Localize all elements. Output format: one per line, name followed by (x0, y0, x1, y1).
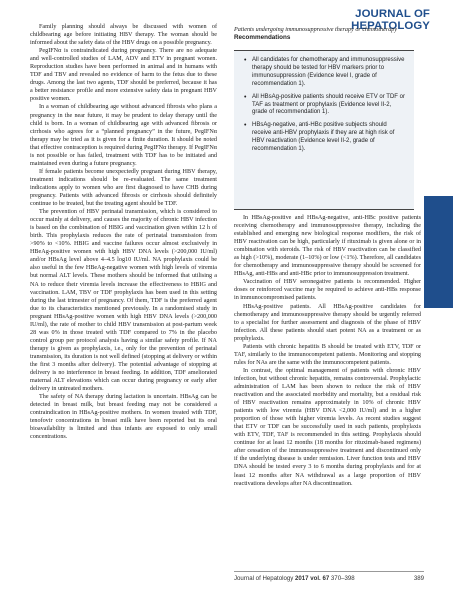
left-column (30, 23, 217, 441)
footer-journal: Journal of Hepatology (234, 575, 294, 582)
side-tab-line2 (424, 279, 453, 308)
footer-year-vol: 2017 vol. 67 (295, 575, 330, 582)
paragraph: PegIFNα is contraindicated during pregnancy. There are no adequate and well-controlled studies of LAM, ADV and ETV in pregnant women. Reproduction studies have been performed in animal and in humans with TDF and TBV and revealed no evidence of harm to the fetus due to these drugs. Among the last two agents, TDF should be preferred, because it has a better resistance profile and more extensive safety data in pregnant HBV positive women. (30, 48, 217, 103)
paragraph: If female patients become unexpectedly pregnant during HBV therapy, treatment indications should be re-evaluated. The same treatment indications apply to women who are first diagnosed to have CHB during pregnancy. Patients with advanced fibrosis or cirrhosis should definitely continue to be treated, but the treating agent should be TDF. (30, 168, 217, 208)
recommendation-item: • All HBsAg-positive patients should receive ETV or TDF or TAF as treatment or prophylaxis (Evidence level II-2, grade of recommendation 1). (252, 94, 406, 118)
paragraph: In HBsAg-positive and HBsAg-negative, anti-HBc positive patients receiving chemotherapy and immunosuppressive therapy, including the established and emerging new biological response modifiers, the risk of HBV reactivation can be high, particularly if rituximab is given alone or in combination with steroids. The risk of HBV reactivation can be classified as high (>10%), moderate (1–10%) or low (<1%). Therefore, all candidates for chemotherapy and immunosuppressive therapy should be screened for HBsAg, anti-HBs and anti-HBc prior to immunosuppression treatment. (234, 215, 421, 278)
paragraph: HBsAg-positive patients. All HBsAg-positive candidates for chemotherapy and immunosuppressive therapy should be urgently referred to a specialist for further assessment and diagnosis of the phase of HBV infection. All these patients should start potent NA as a treatment or as prophylaxis. (234, 303, 421, 342)
paragraph: Vaccination of HBV seronegative patients is recommended. Higher doses or reinforced vaccine may be required to achieve anti-HBs response in immunocompromised patients. (234, 279, 421, 302)
recommendation-item: • HBsAg-negative, anti-HBc positive subjects should receive anti-HBV prophylaxis if they are at high risk of HBV reactivation (Evidence level II-2, grade of recommendation 1). (252, 122, 406, 154)
page-footer (234, 575, 424, 582)
recommendations-box (234, 50, 414, 210)
clinical-practice-guidelines-tab (424, 196, 453, 308)
paragraph: Patients with chronic hepatitis B should be treated with ETV, TDF or TAF, similarly to the immunocompetent patients. Monitoring and stopping rules for NAs are the same with the immunocompetent patients. (234, 343, 421, 366)
reco-caption: Patients undergoing immunosuppressive therapy or chemotherapy (234, 27, 398, 33)
paragraph: The safety of NA therapy during lactation is uncertain. HBsAg can be detected in breast milk, but breast feeding may not be considered a contraindication in HBsAg-positive mothers. In women treated with TDF, tenofovir concentrations in breast milk have been reported but its oral bioavailability is limited and thus infants are exposed to only small concentrations. (30, 394, 217, 441)
footer-divider (234, 571, 424, 572)
paragraph: In a woman of childbearing age without advanced fibrosis who plans a pregnancy in the near future, it may be prudent to delay therapy until the child is born. In a woman of childbearing age with advanced fibrosis or cirrhosis who agrees for a “planned pregnancy” in the future, PegIFNα therapy may be tried as it is given for a finite duration. It should be noted that effective contraception is required during PegIFNα therapy. If PegIFNα is not possible or has failed, treatment with TDF has to be initiated and maintained even during a future pregnancy. (30, 104, 217, 167)
reco-title: Recommendations (234, 34, 291, 41)
page-number: 389 (413, 575, 424, 582)
recommendations-list (234, 51, 414, 163)
recommendation-item: • All candidates for chemotherapy and immunosuppressive therapy should be tested for HBV markers prior to immunosuppression (Evidence level I, grade of recommendation 1). (252, 57, 406, 89)
paragraph: The prevention of HBV perinatal transmission, which is considered to occur mainly at delivery, and causes the majority of chronic HBV infection is based on the combination of HBIG and vaccination given within 12 h of birth. This prophylaxis reduces the rate of perinatal transmission from >90% to <10%. HBIG and vaccine failures occur almost exclusively in HBeAg-positive women with high HBV DNA levels (>200,000 IU/ml) and/or HBsAg level above 4–4.5 log10 IU/ml. NA prophylaxis could be also useful in the few HBeAg-negative women with high levels of viremia but normal ALT levels. These mothers should be informed that utilising a NA to reduce their viremia levels increase the effectiveness to HBIG and vaccination. LAM, TBV or TDF prophylaxis has been used in this setting during the last trimester of pregnancy. Of them, TDF is the preferred agent due to its characteristics mentioned previously. In a randomised study in pregnant HBsAg-positive women with high HBV DNA levels (>200,000 IU/ml), the rate of mother to child HBV transmission at post-partum week 28 was 0% in those treated with TDF compared to 7% in the placebo control group per protocol analysis having a similar safety profile. If NA therapy is given as prophylaxis, i.e., only for the prevention of perinatal transmission, its duration is not well defined (stopping at delivery or within the first 3 months after delivery). The potential advantage of stopping at delivery is no interference in breast feeding. In addition, TDF ameliorated maternal ALT elevations which can occur during pregnancy or early after delivery in untreated mothers. (30, 209, 217, 393)
recommendations-heading (234, 26, 424, 42)
footer-pages: 370–398 (330, 575, 355, 582)
journal-title: JOURNAL OF HEPATOLOGY (351, 8, 430, 32)
paragraph: Family planning should always be discussed with women of childbearing age before initiating HBV therapy. The woman should be informed about the safety data of the HBV drugs on a possible pregnancy. (30, 24, 217, 47)
right-column (234, 214, 421, 488)
paragraph: In contrast, the optimal management of patients with chronic HBV infection, but without chronic hepatitis, remains controversial. Prophylactic administration of LAM has been shown to reduce the risk of HBV reactivation and the associated morbidity and mortality, but a residual risk of HBV reactivation remains approximately in 10% of chronic HBV patients with low viremia (HBV DNA <2,000 IU/ml) and in a higher proportion of those with higher viremia levels. As recent studies suggest that ETV or TDF can be successfully used in such patients, prophylaxis with ETV, TDF, TAF is recommended in this setting. Prophylaxis should continue for at least 12 months (18 months for rituximab-based regimens) after cessation of the immunosuppressive treatment and discontinued only if the underlying disease is under remission. Liver function tests and HBV DNA should be tested every 3 to 6 months during prophylaxis and for at least 12 months after NA withdrawal as a large proportion of HBV reactivations develops after NA discontinuation. (234, 367, 421, 487)
